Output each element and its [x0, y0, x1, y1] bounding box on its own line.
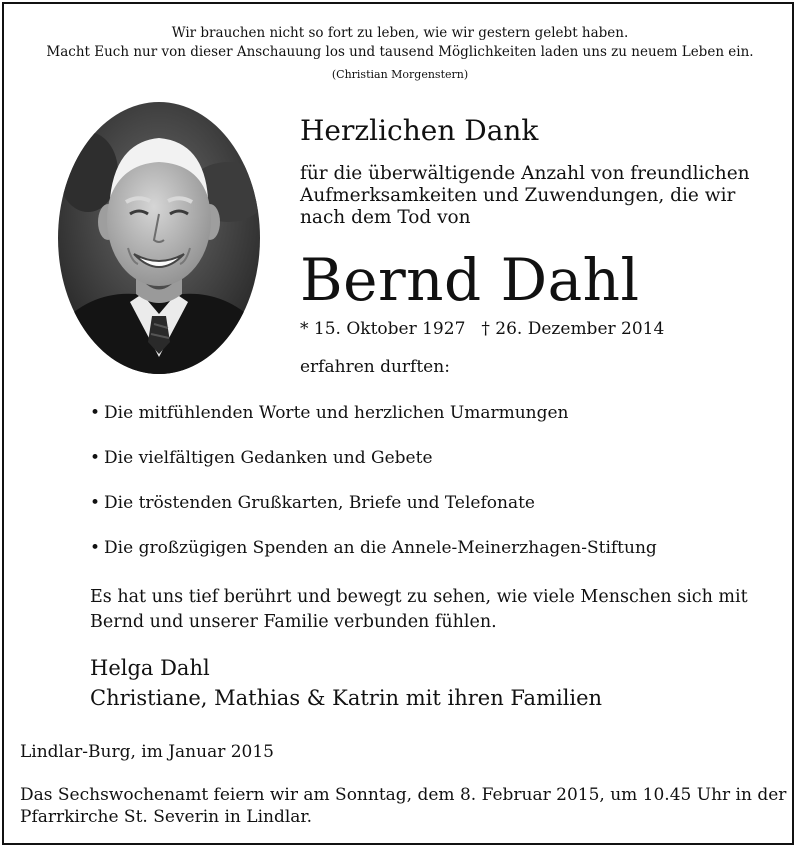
list-item [90, 403, 657, 448]
motto-line-1: Wir brauchen nicht so fort zu leben, wie wir gestern gelebt haben. [171, 25, 629, 41]
list-item [90, 538, 657, 583]
received-text: erfahren durften: [300, 357, 450, 377]
life-dates [300, 319, 664, 339]
portrait-photo-icon [58, 102, 260, 374]
closing-text: Es hat uns tief berührt und bewegt zu sehen, wie viele Menschen sich mit Bernd und unserer Familie verbunden fühlen. [90, 587, 748, 632]
intro-text: für die überwältigende Anzahl von freundlichen Aufmerksamkeiten und Zuwendungen, die wir nach dem Tod von [300, 163, 750, 228]
place-date: Lindlar-Burg, im Januar 2015 [20, 742, 274, 762]
bullet-icon: • [90, 403, 101, 423]
service-announcement: Das Sechswochenamt feiern wir am Sonntag, dem 8. Februar 2015, um 10.45 Uhr in der Pfarrkirche St. Severin in Lindlar. [20, 785, 787, 827]
deceased-name: Bernd Dahl [300, 246, 640, 314]
list-item [90, 448, 657, 493]
list-item [90, 493, 657, 538]
signatory-primary: Helga Dahl [90, 656, 210, 680]
list-item-text: Die vielfältigen Gedanken und Gebete [104, 448, 433, 468]
list-item-text: Die mitfühlenden Worte und herzlichen Umarmungen [104, 403, 569, 423]
death-date: † 26. Dezember 2014 [481, 319, 665, 339]
motto-line-2: Macht Euch nur von dieser Anschauung los und tausend Möglichkeiten laden uns zu neuem Leben ein. [46, 44, 754, 60]
birth-date: * 15. Oktober 1927 [300, 319, 466, 339]
list-item-text: Die tröstenden Grußkarten, Briefe und Telefonate [104, 493, 535, 513]
list-item-text: Die großzügigen Spenden an die Annele-Meinerzhagen-Stiftung [104, 538, 657, 558]
bullet-icon: • [90, 493, 101, 513]
motto-author: (Christian Morgenstern) [331, 68, 469, 81]
heading-thanks: Herzlichen Dank [300, 114, 539, 147]
bullet-icon: • [90, 448, 101, 468]
bullet-icon: • [90, 538, 101, 558]
thanks-list [90, 403, 657, 583]
signatory-family: Christiane, Mathias & Katrin mit ihren Familien [90, 686, 603, 710]
